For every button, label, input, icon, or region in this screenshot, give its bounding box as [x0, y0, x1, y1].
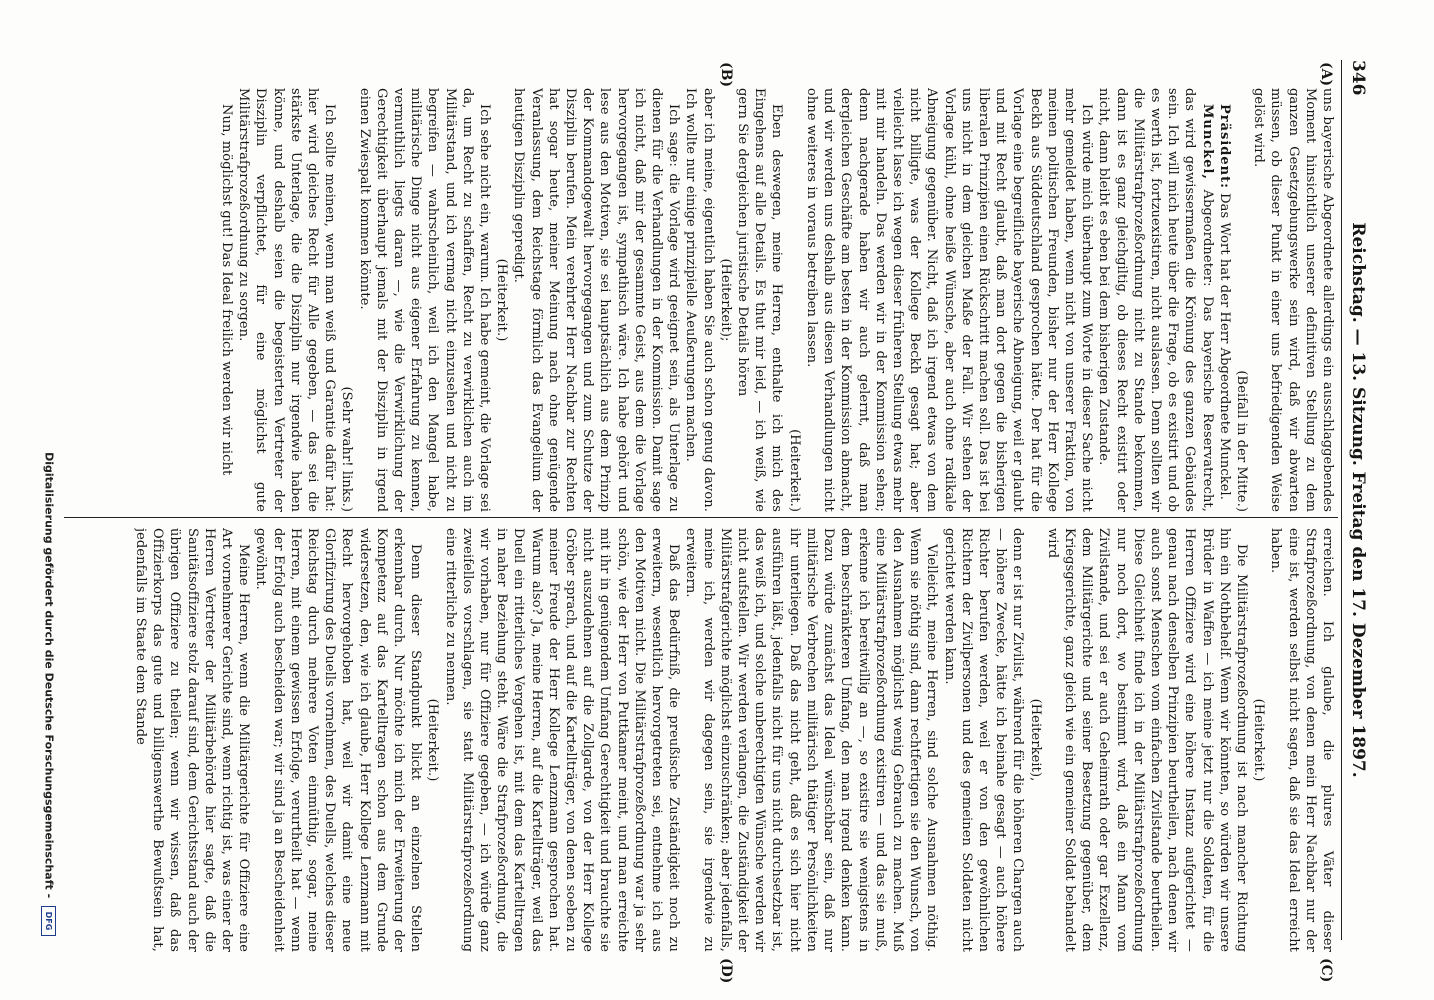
- interjection: (Heiterkeit.): [425, 698, 441, 782]
- paragraph: Ich sehe nicht ein, warum. Ich habe gemeint, die Vorlage sei da, um Recht zu schaffen, Recht zu verwirklichen auch im Militärstand, und ich vermag nicht einzusehen und nicht zu begreifen — wahrscheinlich, weil ich den Mangel habe, militärische Dinge nicht aus eigener Erfahrung zu kennen, vermuthlich liegts daran —, wie die Verwirklichung der Gerechtigkeit überhaupt jemals mit der Disziplin in irgend einen Zwiespalt kommen könnte.: [356, 88, 493, 512]
- interjection: (Beifall in der Mitte.): [1233, 370, 1249, 512]
- dfg-logo: DFG: [41, 906, 56, 936]
- speech-text: Das Wort hat der Herr Abgeordnete Munckel.: [1216, 188, 1232, 501]
- paragraph: Daß das Bedürfniß, die preußische Zuständigkeit noch zu erweitern, wesentlich hervorgetreten sei, entnehme ich aus den Motiven nicht. Die Militärstrafprozeßordnung war ja sehr schön, wie der Herr von Puttkamer meint, und man erreichte mit ihr in genügendem Umfang Gerechtigkeit und brauchte sie nicht auszudehnen auf die Zollgarde, von der Herr Kollege Gröber sprach, und auf die Kartellträger, von denen soeben zu meiner Freude der Herr Kollege Lenzmann gesprochen hat. Warum also? Ja, meine Herren, auf die Kartellträger, weil das Duell ein ritterliches Vergehen ist, mit dem das Kartelltragen in naher Beziehung steht. Wäre die Strafprozeßordnung, die wir vorhaben, nur für Offiziere gegeben, — ich würde ganz zweifellos vorschlagen, sie statt Militärstrafprozeßordnung eine ritterliche zu nennen.: [442, 528, 682, 952]
- column-rule: [64, 517, 1338, 518]
- margin-marker-c: (C): [1318, 958, 1334, 983]
- margin-marker-d: (D): [718, 958, 734, 984]
- page-footer: [36, 0, 56, 1000]
- right-column: [66, 528, 1336, 952]
- paragraph: Ich sollte meinen, wenn man weiß und Garantie dafür hat: hier wird gleiches Recht für Alle gegeben, — das sei die stärkste Unterlage, die die Disziplin nur irgendwie haben könne, und deshalb seien die begeisterten Vertreter der Disziplin verpflichtet, für eine möglichst gute Militärstrafprozeßordnung zu sorgen.: [236, 88, 338, 512]
- interjection: (Heiterkeit.): [494, 258, 510, 342]
- footer-credit: Digitalisierung gefördert durch die Deutsche Forschungsgemeinschaft -: [42, 452, 56, 899]
- paragraph: Vielleicht, meine Herren, sind solche Ausnahmen nöthig. Wenn sie nöthig sind, dann rechtfertigen sie den Wunsch, von den Ausnahmen möglichst wenig Gebrauch zu machen. Muß eine Militärstrafprozeßordnung existiren — und das sie muß, erkenne ich bereitwillig an —, so existire sie wenigstens in dem beschränkteren Umfang, den man irgend denken kann. Dazu würde zunächst das Ideal wünschbar sein, daß nur militärische Verbrechen militärisch thätiger Persönlichkeiten ihr unterliegen. Daß das nicht geht, daß es sich hier nicht ausführen läßt, jedenfalls nicht für uns nicht durchsetzbar ist, das weiß ich, und solche unberechtigten Wünsche werden wir nicht aufstellen. Wir werden verlangen, die Zuständigkeit der Militärstrafgerichte möglichst einzuschränken; aber jedenfalls, meine ich, werden wir dagegen sein, sie irgendwie zu erweitern.: [683, 528, 940, 952]
- paragraph: Denn dieser Standpunkt blickt an einzelnen Stellen erkennbar durch. Nur möchte ich mich der Erweiterung der Kompetenz auf das Kartelltragen schon aus dem Grunde widersetzen, den, wie ich glaube, Herr Kollege Lenzmann mit Recht hervorgehoben hat, weil wir damit eine neue Glorifizirung des Duells vornehmen, des Duells, welches dieser Reichstag durch mehrere Voten einmüthig, sogar, meine Herren, mit einem gewissen Erfolge, verurtheilt hat — wenn der Erfolg auch bescheiden war; wir sind ja an Bescheidenheit gewöhnt.: [253, 528, 424, 952]
- paragraph: Ich würde mich überhaupt zum Worte in dieser Sache nicht mehr gemeldet haben, wenn nicht von unserer Fraktion, von meinen politischen Freunden, bisher nur der Herr Kollege Beckh aus Süddeutschland gesprochen hätte. Der hat für die Vorlage eine begreifliche bayerische Abneigung, weil er glaubt und mit Recht glaubt, daß man dort gegen die bisherigen liberalen Prinzipien einen Rückschritt machen soll. Das ist bei uns nicht in dem gleichen Maße der Fall. Wir stehen der Vorlage kühl, ohne heiße Wünsche, aber auch ohne radikale Abneigung gegenüber. Nicht, daß ich irgend etwas von dem nicht billigte, was der Kollege Beckh gesagt hat; aber vielleicht lasse ich wegen dieser früheren Stellung etwas mehr mit mir handeln. Das werden wir in der Kommission sehen; denn nachgerade haben wir auch gelernt, daß man dergleichen Geschäfte am besten in der Kommission abmacht, und wir werden uns deshalb aus diesen Verhandlungen nicht ohne weiteres in voraus betreiben lassen.: [803, 88, 1095, 512]
- paragraph: Die Militärstrafprozeßordnung ist nach mancher Richtung hin ein Nothbehelf. Wenn wir könnten, so würden wir unsere Brüder in Waffen — ich meine jetzt nur die Soldaten, für die Herren Offiziere wird eine höhere Instanz aufgerichtet — genau nach denselben Prinzipien beurtheilen, nach denen wir auch sonst Menschen vom einfachen Zivilstande beurtheilen. Diese Gleichheit finde ich in der Militärstrafprozeßordnung nur noch dort, wo bestimmt wird, daß ein Mann vom Zivilstande, und sei er auch Geheimrath oder gar Exzellenz, dem Militärgerichte und seiner Besetzung gegenüber, dem Kriegsgerichte, ganz gleich wie ein gemeiner Soldat behandelt wird: [1044, 528, 1249, 952]
- speech-text: Abgeordneter: Das bayerische Reservatrecht, das wird gewissermaßen die Krönung des ganzen Gebäudes sein. Ich will mich heute über die Frage, ob es existirt und ob es werth ist, fortzuexistiren, nicht auslassen. Denn sollten wir die Militärstrafprozeßordnung nicht zu Stande bekommen, dann ist es ganz gleichgiltig, ob dieses Recht existirt oder nicht, dann bleibt es eben bei dem bisherigen Zustande.: [1096, 88, 1215, 512]
- interjection: (Heiterkeit),: [1027, 698, 1043, 782]
- paragraph: aber ich meine, eigentlich haben Sie auch schon genug davon. Ich wollte nur einige prinzipielle Aeußerungen machen.: [683, 88, 716, 512]
- interjection: (Heiterkeit.): [1251, 698, 1267, 782]
- paragraph: uns bayerische Abgeordnete allerdings ein ausschlaggebendes Moment hinsichtlich unserer definitiven Stellung zu dem ganzen Gesetzgebungswerke sein wird, daß wir abwarten müssen, ob dieser Punkt in einer uns befriedigenden Weise gelöst wird.: [1251, 88, 1335, 512]
- paragraph: Ich sage: die Vorlage wird geeignet sein, als Unterlage zu dienen für die Verhandlungen in der Kommission. Damit sage ich nicht, daß mir der gesammte Geist, aus dem die Vorlage hervorgegangen ist, sympathisch wäre. Ich habe gehört und lese aus den Motiven, sie sei hauptsächlich aus dem Prinzip der Kommandogewalt hervorgegangen und zum Schutze der Disziplin berufen. Mein verehrter Herr Nachbar zur Rechten hat sogar heute, meiner Meinung nach ohne genügende Veranlassung, dem Reichstage förmlich das Evangelium der heutigen Disziplin gepredigt.: [511, 88, 682, 512]
- speaker-paragraph: [1216, 88, 1233, 512]
- page-header: [1342, 60, 1368, 940]
- margin-marker-a: (A): [1318, 62, 1334, 87]
- left-column: [66, 88, 1336, 512]
- speaker-name: Munckel,: [1199, 104, 1215, 180]
- margin-marker-b: (B): [718, 62, 734, 88]
- paragraph: denn er ist nur Zivilist, während für die höheren Chargen auch — höhere Zwecke, hätte ich beinahe gesagt — auch höhere Richter berufen werden, weil er von den gewöhnlichen Richtern der Zivilpersonen und des gemeinen Soldaten nicht gerichtet werden kann.: [941, 528, 1026, 952]
- interjection: (Sehr wahr! links.): [339, 386, 355, 512]
- paragraph: Meine Herren, wenn die Militärgerichte für Offiziere eine Art vornehmerer Gerichte sind, wenn richtig ist, was einer der Herren Vertreter der Militärbehörde hier sagte, daß die Sanitätsoffiziere stolz darauf sind, dem Gerichtsstand auch der übrigen Offiziere zu theilen; wenn wir wissen, daß das Offizierkorps das gute und billigenswerthe Bewußtsein hat, jedenfalls im Staate dem Stande: [132, 528, 252, 952]
- interjection: (Heiterkeit);: [717, 258, 733, 342]
- paragraph: erreichen. Ich glaube, die plures Väter dieser Strafprozeßordnung, von denen mein Herr Nachbar nur der eine ist, werden selbst nicht sagen, daß sie das Ideal erreicht haben.: [1268, 528, 1335, 952]
- page-number: 346: [1348, 60, 1368, 96]
- page-title: Reichstag. — 13. Sitzung. Freitag den 17. Dezember 1897.: [1348, 222, 1368, 778]
- speaker-name: Präsident:: [1216, 104, 1232, 189]
- header-rule: [1341, 60, 1342, 940]
- paragraph: Eben deswegen, meine Herren, enthalte ich mich des Eingehens auf alle Details. Es thut mir leid, — ich weiß, wie gern Sie dergleichen juristische Details hören: [735, 88, 785, 512]
- interjection: (Heiterkeit.): [786, 429, 802, 512]
- speaker-paragraph: [1095, 88, 1215, 512]
- paragraph: Nun, möglichst gut! Das Ideal freilich werden wir nicht: [219, 104, 234, 476]
